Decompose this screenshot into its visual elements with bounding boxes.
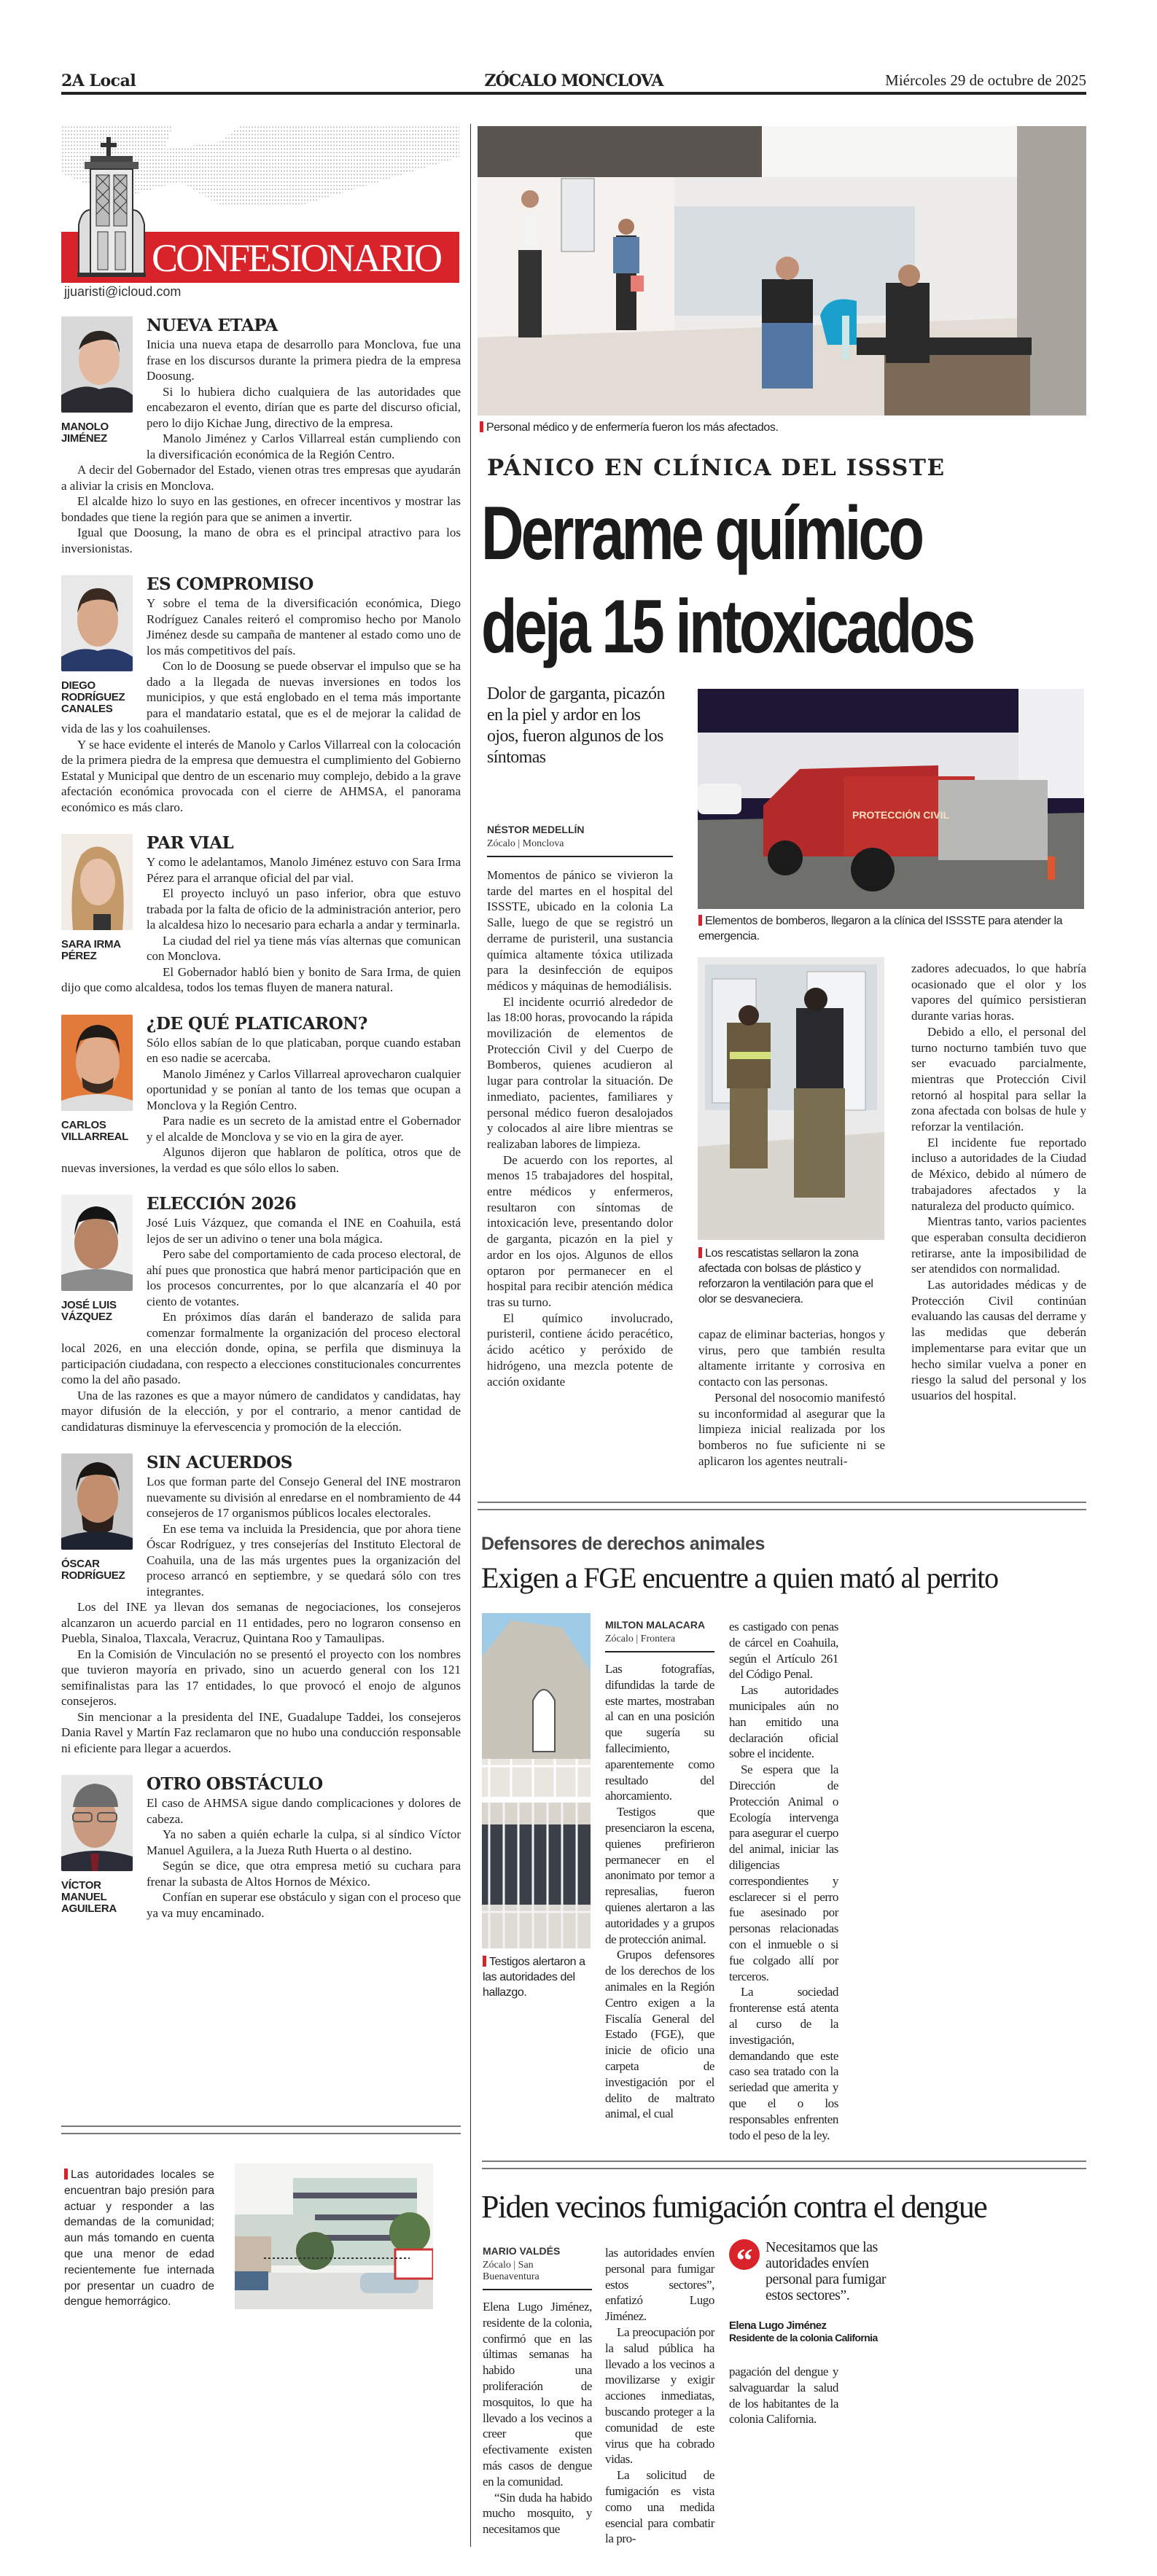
person-name: JOSÉ LUIS VÁZQUEZ (61, 1299, 117, 1323)
paragraph: Las fotografías, difundidas la tarde de este martes, mostraban al can en una posición que sugería su fallecimiento, aparentemente como resultado del ahorcamiento. (605, 1662, 714, 1803)
paragraph: Ya no saben a quién echarle la culpa, si al síndico Víctor Manuel Aguilera, a la Jueza Ruth Huerta o al destino. (147, 1827, 461, 1857)
confesionario-title: CONFESIONARIO (152, 236, 441, 280)
paragraph: De acuerdo con los reportes, al menos 15 trabajadores del hospital, entre médicos y enfermeros, resultaron con síntomas de intoxicación leve, presentando dolor de garganta, picazón en la piel y ardor en los ojos. Algunos de ellos optaron por permanecer en el hospital para recibir atención médica tras su turno. (487, 1152, 673, 1309)
story-headline (481, 487, 1086, 678)
paragraph: José Luis Vázquez, que comanda el INE en Coahuila, está lejos de ser un adivino o tener una bola mágica. (147, 1216, 461, 1246)
story-column-3 (911, 961, 1086, 1404)
section-label: 2A Local (61, 71, 136, 90)
portrait-photo (61, 575, 133, 671)
paragraph: Momentos de pánico se vivieron la tarde del martes en el hospital del ISSSTE, ubicado en la colonia La Salle, luego de que se registró un derrame de puristeril, una sustancia química altamente tóxica utilizada para la desinfección de equipos médicos y máquinas de hemodiálisis. (487, 868, 673, 993)
item-title: ¿DE QUÉ PLATICARON? (147, 1013, 367, 1034)
confesionario-item (61, 1775, 461, 1921)
section-divider (478, 1502, 1086, 1510)
confesionario-item (61, 575, 461, 815)
paragraph: zadores adecuados, lo que habría ocasionado que el olor y los vapores del químico persistieran durante varias horas. (911, 961, 1086, 1023)
dateline: Zócalo | San Buenaventura (483, 2260, 592, 2290)
quote-role: Residente de la colonia California (729, 2332, 878, 2343)
item-title: PAR VIAL (147, 833, 234, 853)
person-name: ÓSCAR RODRÍGUEZ (61, 1558, 125, 1582)
paragraph: Con lo de Doosung se puede observar el impulso que se ha dado a la llegada de nuevas inversiones en todos los municipios, y que está englobado en el tema más importante para el mandatario estatal, que es el de mejorar la calidad de vida de las y los coahuilenses. (61, 659, 461, 735)
story-column-1 (487, 867, 673, 1389)
hospital-building-photo (235, 2163, 433, 2309)
columnist-email[interactable]: jjuaristi@icloud.com (64, 284, 182, 299)
paragraph: En la Comisión de Vinculación no se presentó el proyecto con los nombres que tuvieron mayoría en privado, sino un acuerdo general con los 121 semifinalistas para las 17 entidades, lo que provocó el enojo de algunos consejeros. (61, 1647, 461, 1708)
confessional-booth-icon (74, 137, 149, 277)
paragraph: Según se dice, que otra empresa metió su cuchara para frenar la subasta de Altos Hornos de México. (147, 1859, 461, 1889)
paragraph: Mientras tanto, varios pacientes que esperaban consulta decidieron retirarse, ante la imposibilidad de ser atendidos con normalidad. (911, 1214, 1086, 1276)
photo-caption (483, 1954, 592, 2000)
paragraph: Personal del nosocomio manifestó su inconformidad al asegurar que la limpieza inicial realizada por los bomberos no fue suficiente ni se aplicaron los agentes neutrali- (698, 1390, 885, 1468)
section-divider (61, 2126, 461, 2134)
paragraph: Debido a ello, el personal del turno nocturno también tuvo que ser evacuado parcialmente, mientras que Protección Civil retornó al hospital para sellar la zona afectada con bolsas de hule y reforzar la ventilación. (911, 1024, 1086, 1134)
byline (483, 2245, 592, 2290)
confesionario-item (61, 834, 461, 996)
headline-line: Derrame químico (481, 491, 922, 576)
item-title: OTRO OBSTÁCULO (147, 1774, 323, 1794)
confesionario-item (61, 1453, 461, 1756)
author-name: MILTON MALACARA (605, 1619, 706, 1631)
paragraph: Algunos dijeron que hablaron de política, otros que de nuevas inversiones, la verdad es que sólo ellos lo saben. (61, 1145, 461, 1175)
paragraph: El químico involucrado, puristeril, contiene ácido peracético, ácido acético y peróxido de hidrógeno, una mezcla potente de acción oxidante (487, 1311, 673, 1389)
story-deck: Dolor de garganta, picazón en la piel y ardor en los ojos, fueron algunos de los síntomas (487, 684, 665, 767)
headline-line: deja 15 intoxicados (481, 585, 973, 669)
author-name: MARIO VALDÉS (483, 2245, 561, 2257)
masthead (61, 70, 1086, 95)
portrait-photo (61, 1453, 133, 1550)
fire-truck-photo (698, 689, 1084, 909)
paragraph: Las autoridades médicas y de Protección Civil continúan evaluando las causas del derrame y las medidas que deberán implementarse para evitar que un hecho similar vuelva a poner en riesgo la salud del personal y los usuarios del hospital. (911, 1278, 1086, 1402)
paragraph: Si lo hubiera dicho cualquiera de las autoridades que encabezaron el evento, dirían que es parte del discurso oficial, pero lo dijo Kichae Jung, directivo de la empresa. (147, 384, 461, 430)
byline (487, 824, 673, 857)
caption-marker (698, 1247, 702, 1258)
caption-text: Las autoridades locales se encuentran bajo presión para actuar y responder a las demandas de la comunidad; aun más tomando en cuenta que una menor de edad recientemente fue internada por presentar un cuadro de dengue hemorrágico. (64, 2169, 214, 2308)
item-title: NUEVA ETAPA (147, 316, 278, 335)
paragraph: En ese tema va incluida la Presidencia, que por ahora tiene Óscar Rodríguez, y tres consejerías del Instituto Electoral de Coahuila, una de las más urgentes pues la organización del proceso arrancó en septiembre, y se quedará sólo con tres integrantes. (147, 1521, 461, 1599)
caption-marker (64, 2169, 68, 2179)
portrait-photo (61, 316, 133, 413)
paragraph: En próximos días darán el banderazo de salida para comenzar formalmente la organización del proceso electoral local 2026, en una elección donde, opina, se perfila que disminuya la participación ciudadana, con respecto a elecciones constitucionales concurrentes como la del año pasado. (61, 1310, 461, 1386)
clinic-waiting-room-photo (478, 126, 1086, 415)
pull-quote (729, 2239, 904, 2343)
confesionario-item (61, 1195, 461, 1435)
paragraph: El alcalde hizo lo suyo en las gestiones, en ofrecer incentivos y mostrar las bondades que tiene la región para que se animen a invertir. (61, 494, 461, 524)
quote-author: Elena Lugo Jiménez (729, 2319, 827, 2332)
paragraph: Una de las razones es que a mayor número de candidatos y candidatas, hay mayor difusión de la elección, y por el contrario, a menor cantidad de candidaturas disminuye la efervescencia y promoción de la elección. (61, 1388, 461, 1434)
paragraph: Confían en superar ese obstáculo y sigan con el proceso que ya va muy encaminado. (147, 1890, 461, 1920)
quote-icon: “ (729, 2239, 760, 2270)
paragraph: El proyecto incluyó un paso inferior, obra que estuvo trabada por la falta de oficio de la administración anterior, pero la alcaldesa hizo lo necesario para echarla a andar y terminarla. (147, 886, 461, 932)
person-name: VÍCTOR MANUEL AGUILERA (61, 1879, 117, 1915)
paragraph: Inicia una nueva etapa de desarrollo para Monclova, fue una frase en los discursos durante la primera piedra de la empresa Doosung. (147, 337, 461, 383)
paragraph: Manolo Jiménez y Carlos Villarreal están cumpliendo con la diversificación económica de la Región Centro. (147, 432, 461, 461)
photo-caption (698, 1246, 885, 1307)
dateline: Zócalo | Frontera (605, 1634, 714, 1652)
quote-text: Necesitamos que las autoridades envíen personal para fumigar estos sectores”. (766, 2239, 886, 2303)
paragraph: Se espera que la Dirección de Protección Animal o Ecología intervenga para asegurar el cuerpo del animal, iniciar las diligencias correspondientes y esclarecer si el perro fue asesinado por personas relacionadas con el inmueble o si fue colgado allí por terceros. (729, 1763, 838, 1983)
section-divider (482, 2161, 1086, 2169)
confesionario-item (61, 316, 461, 556)
portrait-photo (61, 1775, 133, 1871)
story-kicker: PÁNICO EN CLÍNICA DEL ISSSTE (487, 455, 946, 481)
paragraph: capaz de eliminar bacterias, hongos y virus, pero que también resulta altamente irritante y corrosiva en contacto con las personas. (698, 1327, 885, 1389)
person-name: MANOLO JIMÉNEZ (61, 421, 109, 445)
paragraph: las autoridades envíen personal para fumigar estos sectores”, enfatizó Lugo Jiménez. (605, 2246, 714, 2324)
confesionario-column (61, 316, 461, 1940)
story-column-2 (729, 1619, 838, 2143)
paper-name: ZÓCALO MONCLOVA (484, 71, 663, 90)
paragraph: Y sobre el tema de la diversificación económica, Diego Rodríguez Canales reiteró el compromiso hecho por Manolo Jiménez desde su campaña de mantener al estado como uno de los más competitivos del país. (147, 596, 461, 657)
story-column-3 (729, 2239, 904, 2427)
caption-marker (480, 421, 483, 432)
portrait-photo (61, 834, 133, 930)
paragraph: “Sin duda ha habido mucho mosquito, y necesitamos que (483, 2490, 592, 2537)
paragraph: es castigado con penas de cárcel en Coahuila, según el Artículo 261 del Código Penal. (729, 1620, 838, 1682)
story-column-2 (698, 1327, 885, 1469)
caption-text: Testigos alertaron a las autoridades del hallazgo. (483, 1956, 585, 1999)
paragraph: El incidente ocurrió alrededor de las 18:00 horas, provocando la rápida movilización de elementos de Protección Civil y del Cuerpo de Bomberos, quienes acudieron al lugar para controlar la situación. De inmediato, pacientes, familiares y personal médico fueron desalojados y colocados al aire libre mientras se realizaban labores de limpieza. (487, 994, 673, 1151)
story-column-2 (605, 2245, 714, 2547)
photo-caption (698, 913, 1085, 944)
column-divider (470, 124, 471, 2547)
issue-date: Miércoles 29 de octubre de 2025 (885, 71, 1086, 89)
paragraph: El Gobernador habló bien y bonito de Sara Irma, de quien dijo que como alcaldesa, todos los temas fluyen de manera natural. (61, 964, 461, 994)
story-headline: Exigen a FGE encuentre a quien mató al perrito (481, 1561, 998, 1594)
caption-text: Personal médico y de enfermería fueron los más afectados. (486, 421, 779, 434)
truck-label: PROTECCIÓN CIVIL (852, 809, 950, 821)
gate-photo (482, 1803, 591, 1948)
paragraph: Testigos que presenciaron la escena, quienes prefirieron permanecer en el anonimato por temor a represalias, fueron quienes alertaron a las autoridades y a grupos de protección animal. (605, 1805, 714, 1946)
paragraph: Y se hace evidente el interés de Manolo y Carlos Villarreal con la colocación de la primera piedra de la empresa que demuestra el cumplimiento del Gobierno Estatal y Municipal que dentro de un escenario muy complejo, debido a la grave afectación económica provocada con el cierre de AHMSA, el panorama económico es más claro. (61, 737, 461, 814)
paragraph: Los del INE ya llevan dos semanas de negociaciones, los consejeros alcanzaron un acuerdo parcial en 11 entidades, pero no lograron consenso en Puebla, Sinaloa, Tlaxcala, Veracruz, Quintana Roo y Tamaulipas. (61, 1600, 461, 1645)
paragraph: Sólo ellos sabían de lo que platicaban, porque cuando estaban en eso nadie se acercaba. (147, 1035, 461, 1065)
portrait-photo (61, 1195, 133, 1291)
person-name: CARLOS VILLARREAL (61, 1118, 128, 1143)
paragraph: A decir del Gobernador del Estado, vienen otras tres empresas que ayudarán a aliviar la crisis en Monclova. (61, 463, 461, 493)
paragraph: pagación del dengue y salvaguardar la salud de los habitantes de la colonia California. (729, 2365, 838, 2427)
paragraph: La sociedad fronterense está atenta al curso de la investigación, demandando que este caso sea tratado con la seriedad que amerita y que el o los responsables enfrenten todo el peso de la ley. (729, 1985, 838, 2142)
item-title: ELECCIÓN 2026 (147, 1194, 297, 1214)
paragraph: La ciudad del riel ya tiene más vías alternas que comunican con Monclova. (147, 933, 461, 963)
story-column-1 (483, 2299, 592, 2537)
paragraph: Pero sabe del comportamiento de cada proceso electoral, de ahí pues que pronostica que habrá menor participación que en los procesos concurrentes, por lo que alcanzaría el 40 por ciento de votantes. (147, 1247, 461, 1308)
confesionario-item (61, 1015, 461, 1176)
paragraph: La solicitud de fumigación es vista como una medida esencial para combatir la pro- (605, 2468, 714, 2546)
story-column-3-text (729, 2364, 838, 2427)
caption-marker (698, 915, 702, 926)
person-name: DIEGO RODRÍGUEZ CANALES (61, 679, 125, 715)
paragraph: Igual que Doosung, la mano de obra es el principal atractivo para los inversionistas. (61, 526, 461, 555)
paragraph: Los que forman parte del Consejo General del INE mostraron nuevamente su división al enredarse en el nombramiento de 44 consejeros de 17 organismos públicos locales electorales. (147, 1475, 461, 1520)
portrait-photo (61, 1015, 133, 1111)
author-name: NÉSTOR MEDELLÍN (487, 824, 585, 835)
caption-text: Elementos de bomberos, llegaron a la clínica del ISSSTE para atender la emergencia. (698, 915, 1063, 942)
byline (605, 1619, 714, 1652)
paragraph: Manolo Jiménez y Carlos Villarreal aprovecharon cualquier oportunidad y se ponían al tanto de los temas que ocupan a Monclova y la Región Centro. (147, 1066, 461, 1112)
item-title: ES COMPROMISO (147, 574, 313, 594)
paragraph: Grupos defensores de los derechos de los animales en la Región Centro exigen a la Fiscalía General del Estado (FGE), que inicie de oficio una carpeta de investigación por el delito de maltrato animal, el cual (605, 1948, 714, 2121)
paragraph: Elena Lugo Jiménez, residente de la colonia, confirmó que en las últimas semanas ha habido una proliferación de mosquitos, lo que ha llevado a los vecinos a creer que efectivamente existen más casos de dengue en la comunidad. (483, 2300, 592, 2489)
caption-text: Los rescatistas sellaron la zona afectada con bolsas de plástico y reforzaron la ventilación para que el olor se desvaneciera. (698, 1247, 873, 1305)
house-photo (482, 1613, 591, 1797)
item-title: SIN ACUERDOS (147, 1453, 292, 1472)
paragraph: El caso de AHMSA sigue dando complicaciones y dolores de cabeza. (147, 1796, 461, 1826)
story-headline: Piden vecinos fumigación contra el dengue (481, 2189, 987, 2225)
dateline: Zócalo | Monclova (487, 838, 673, 857)
paragraph: Sin mencionar a la presidenta del INE, Guadalupe Taddei, los consejeros Dania Ravel y Martín Faz reclamaron que no hubo una conducción responsable ni eficiente para llegar a acuerdos. (61, 1709, 461, 1755)
photo-caption (64, 2167, 214, 2310)
paragraph: Las autoridades municipales aún no han emitido una declaración oficial sobre el incidente. (729, 1683, 838, 1761)
caption-marker (483, 1956, 486, 1967)
story-column-1 (605, 1661, 714, 2122)
photo-caption (480, 420, 1085, 435)
paragraph: El incidente fue reportado incluso a autoridades de la Ciudad de México, debido al número de trabajadores afectados y la naturaleza del producto químico. (911, 1135, 1086, 1213)
paragraph: La preocupación por la salud pública ha llevado a los vecinos a movilizarse y exigir acciones inmediatas, buscando proteger a la comunidad de este virus que ha cobrado vidas. (605, 2325, 714, 2467)
paragraph: Para nadie es un secreto de la amistad entre el Gobernador y el alcalde de Monclova y se vio en la gira de ayer. (147, 1114, 461, 1144)
story-kicker: Defensores de derechos animales (481, 1534, 765, 1554)
paragraph: Y como le adelantamos, Manolo Jiménez estuvo con Sara Irma Pérez para el arranque oficial del par vial. (147, 855, 461, 885)
person-name: SARA IRMA PÉREZ (61, 938, 121, 962)
rescuers-photo (698, 957, 884, 1240)
